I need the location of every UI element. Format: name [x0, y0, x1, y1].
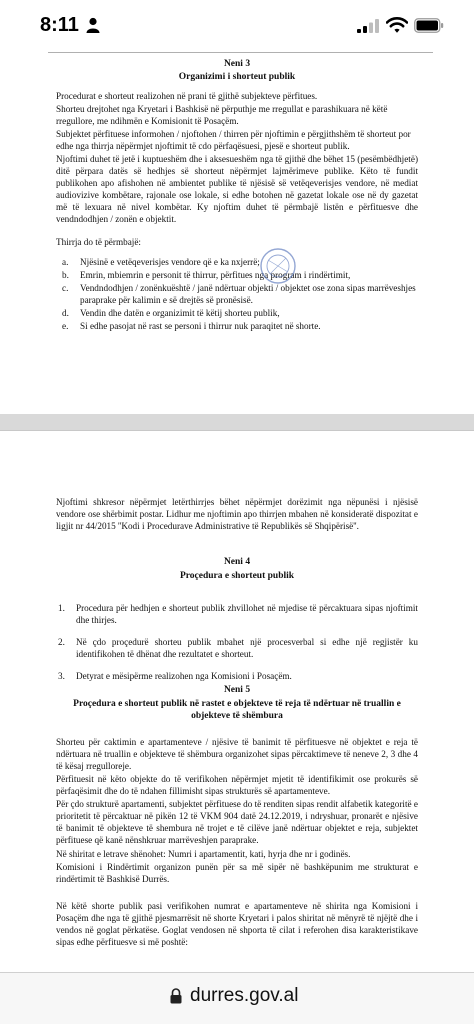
list-marker: 2.: [58, 637, 65, 648]
official-stamp-icon: [258, 246, 298, 286]
wifi-icon: [386, 16, 408, 34]
article-3-title: Neni 3: [223, 59, 251, 69]
paragraph: Përfituesit në këto objekte do të verifikohen nëpërmjet mjetit të identifikimit ose prokurës së përfaqësimit dhe do të ndahen fillimisht sipas strukturës së apartamenteve.: [56, 774, 418, 797]
list-intro: Thirrja do të përmbajë:: [56, 237, 141, 247]
page-edge: [0, 430, 474, 431]
list-item-text: Në çdo proçedurë shorteu publik mbahet një procesverbal si edhe një regjistër ku identifikohen të dhënat dhe rezultatet e shorteut.: [76, 637, 418, 660]
requirements-list: [56, 256, 418, 334]
list-item: [56, 602, 418, 626]
list-item: [56, 269, 418, 281]
list-marker: a.: [62, 257, 69, 267]
list-marker: e.: [62, 321, 69, 332]
paragraph: Në këtë shorte publik pasi verifikohen numrat e apartamenteve në shirita nga Komisioni i Posaçëm dhe nga të gjithë pjesmarrësit në shorte Kryetari i palos shiritat në mënyrë të njëjtë dhe i vendos në goglat përkatëse. Goglat vendosen në shporta të cilat i referohen disa karakteristikave sipas edhe përfituesve si më poshtë:: [56, 901, 418, 948]
list-marker: d.: [62, 308, 69, 319]
document-page-2: [0, 430, 474, 972]
list-item-text: Detyrat e mësipërme realizohen nga Komisioni i Posaçëm.: [76, 671, 292, 682]
list-item: [56, 320, 418, 332]
paragraph: Procedurat e shorteut realizohen në prani të gjithë subjekteve përfitues.: [56, 91, 318, 101]
list-item: [56, 256, 418, 268]
status-time: 8:11: [40, 14, 79, 36]
list-item-text: Njësinë e vetëqeverisjes vendore që e ka nxjerrë;: [80, 257, 260, 267]
page-top-rule: [48, 52, 433, 53]
list-marker: 1.: [58, 603, 65, 613]
paragraph: Subjektet përfituese informohen / njoftohen / thirren për njoftimin e përgjithshëm të shorteut por edhe nga thirrja nëpërmjet njoftimit të cdo përfaqësuesi, pjesë e shorteut publik.: [56, 129, 411, 152]
list-item-text: Si edhe pasojat në rast se personi i thirrur nuk paraqitet në shorte.: [80, 321, 321, 332]
list-item: [56, 636, 418, 660]
article-5-title: Neni 5: [223, 685, 251, 695]
battery-icon: [414, 18, 444, 33]
list-item-text: Vendndodhjen / zonënkuështë / janë ndërtuar objekti / objektet ose zona sipas marrëveshjes paraprake për kalimin e së drejtës së pronësisë.: [80, 283, 416, 306]
paragraph: Njoftimi duhet të jetë i kuptueshëm dhe i aksesueshëm nga të gjithë dhe bëhet 15 (pesëmbëdhjetë) ditë përpara datës së hedhjes së shorteut nëpërmjet lajmërimeve publike. Këto të fundit publikohen apo afishohen në ambientet publike të njësisë së vetëqeverisjes vendore, në mediat audiovizive kombëtare, rajonale ose lokale, si edhe botohen në gazetat lokale ose në dy gazetat më të lexuara në nivel kombëtar. Ky njoftim duhet të përmbajë listën e përfituesve dhe vendndodhjen / zonën e objektit.: [56, 154, 418, 225]
procedure-list: [56, 602, 418, 692]
list-item-text: Vendin dhe datën e organizimit të këtij shorteu publik,: [80, 308, 280, 319]
list-marker: c.: [62, 283, 69, 294]
paragraph: Komisioni i Rindërtimit organizon punën për sa më sipër në bashkëpunim me strukturat e rindërtimit të Bashkisë Durrës.: [56, 862, 418, 885]
status-bar: [0, 0, 474, 46]
list-item-text: Procedura për hedhjen e shorteut publik zhvillohet në mjedise të përcaktuara sipas njoftimit dhe thirjes.: [76, 603, 418, 626]
url-domain[interactable]: durres.gov.al: [190, 985, 299, 1006]
person-icon: [86, 17, 100, 33]
article-4-subtitle: Proçedura e shorteut publik: [179, 571, 295, 581]
list-item: [56, 670, 418, 682]
article-4-title: Neni 4: [223, 557, 251, 567]
paragraph: Njoftimi shkresor nëpërmjet letërthirrjes bëhet nëpërmjet dorëzimit nga nëpunësi i njësisë vendore ose shërbimit postar. Lidhur me njoftimin apo thirrjen mbahen në konsideratë dispozitat e ligjit nr 44/2015 ''Kodi i Procedurave Administrative të Republikës së Shqipërisë''.: [56, 497, 418, 532]
article-5-subtitle: Proçedura e shorteut publik në rastet e objekteve të reja të ndërtuar në truallin e objekteve të shëmbura: [73, 699, 401, 721]
list-item: [56, 282, 418, 306]
paragraph: Shorteu drejtohet nga Kryetari i Bashkisë në përputhje me rregullat e parashikuara në këtë rregullore, me ndihmën e Komisionit të Posaçëm.: [56, 104, 388, 127]
document-page-1: [0, 46, 474, 414]
paragraph: Në shiritat e letrave shënohet: Numri i apartamentit, kati, hyrja dhe nr i godinës.: [56, 849, 351, 859]
paragraph: Për çdo strukturë apartamenti, subjektet përfituese do të renditen sipas rendit alfabetik kategoritë e prioritetit të përcaktuar në pikën 12 të VKM 904 datë 24.12.2019, i ndryshuar, pronarët e njësive të banimit të objekteve të shembura në trojet e të cilëve janë ndërtuar objektet e reja, subjektet përfituese që kanë nënshkruar marrëveshjen paraprake.: [56, 799, 418, 846]
list-marker: b.: [62, 270, 69, 281]
cellular-signal-icon: [357, 19, 379, 33]
browser-url-bar[interactable]: [0, 972, 474, 1024]
paragraph: Shorteu për caktimin e apartamenteve / njësive të banimit të përfituesve në objektet e reja të ndërtuara në truallin e objekteve të shëmbura organizohet sipas përcaktimeve të neneve 2, 3 dhe 4 të kësaj rregulloreje.: [56, 737, 418, 772]
list-item-text: Emrin, mbiemrin e personit të thirrur, përfitues nga program i rindërtimit,: [80, 270, 351, 281]
article-3-subtitle: Organizimi i shorteut publik: [178, 72, 296, 82]
list-marker: 3.: [58, 671, 65, 682]
lock-icon: [170, 988, 182, 1004]
list-item: [56, 307, 418, 319]
